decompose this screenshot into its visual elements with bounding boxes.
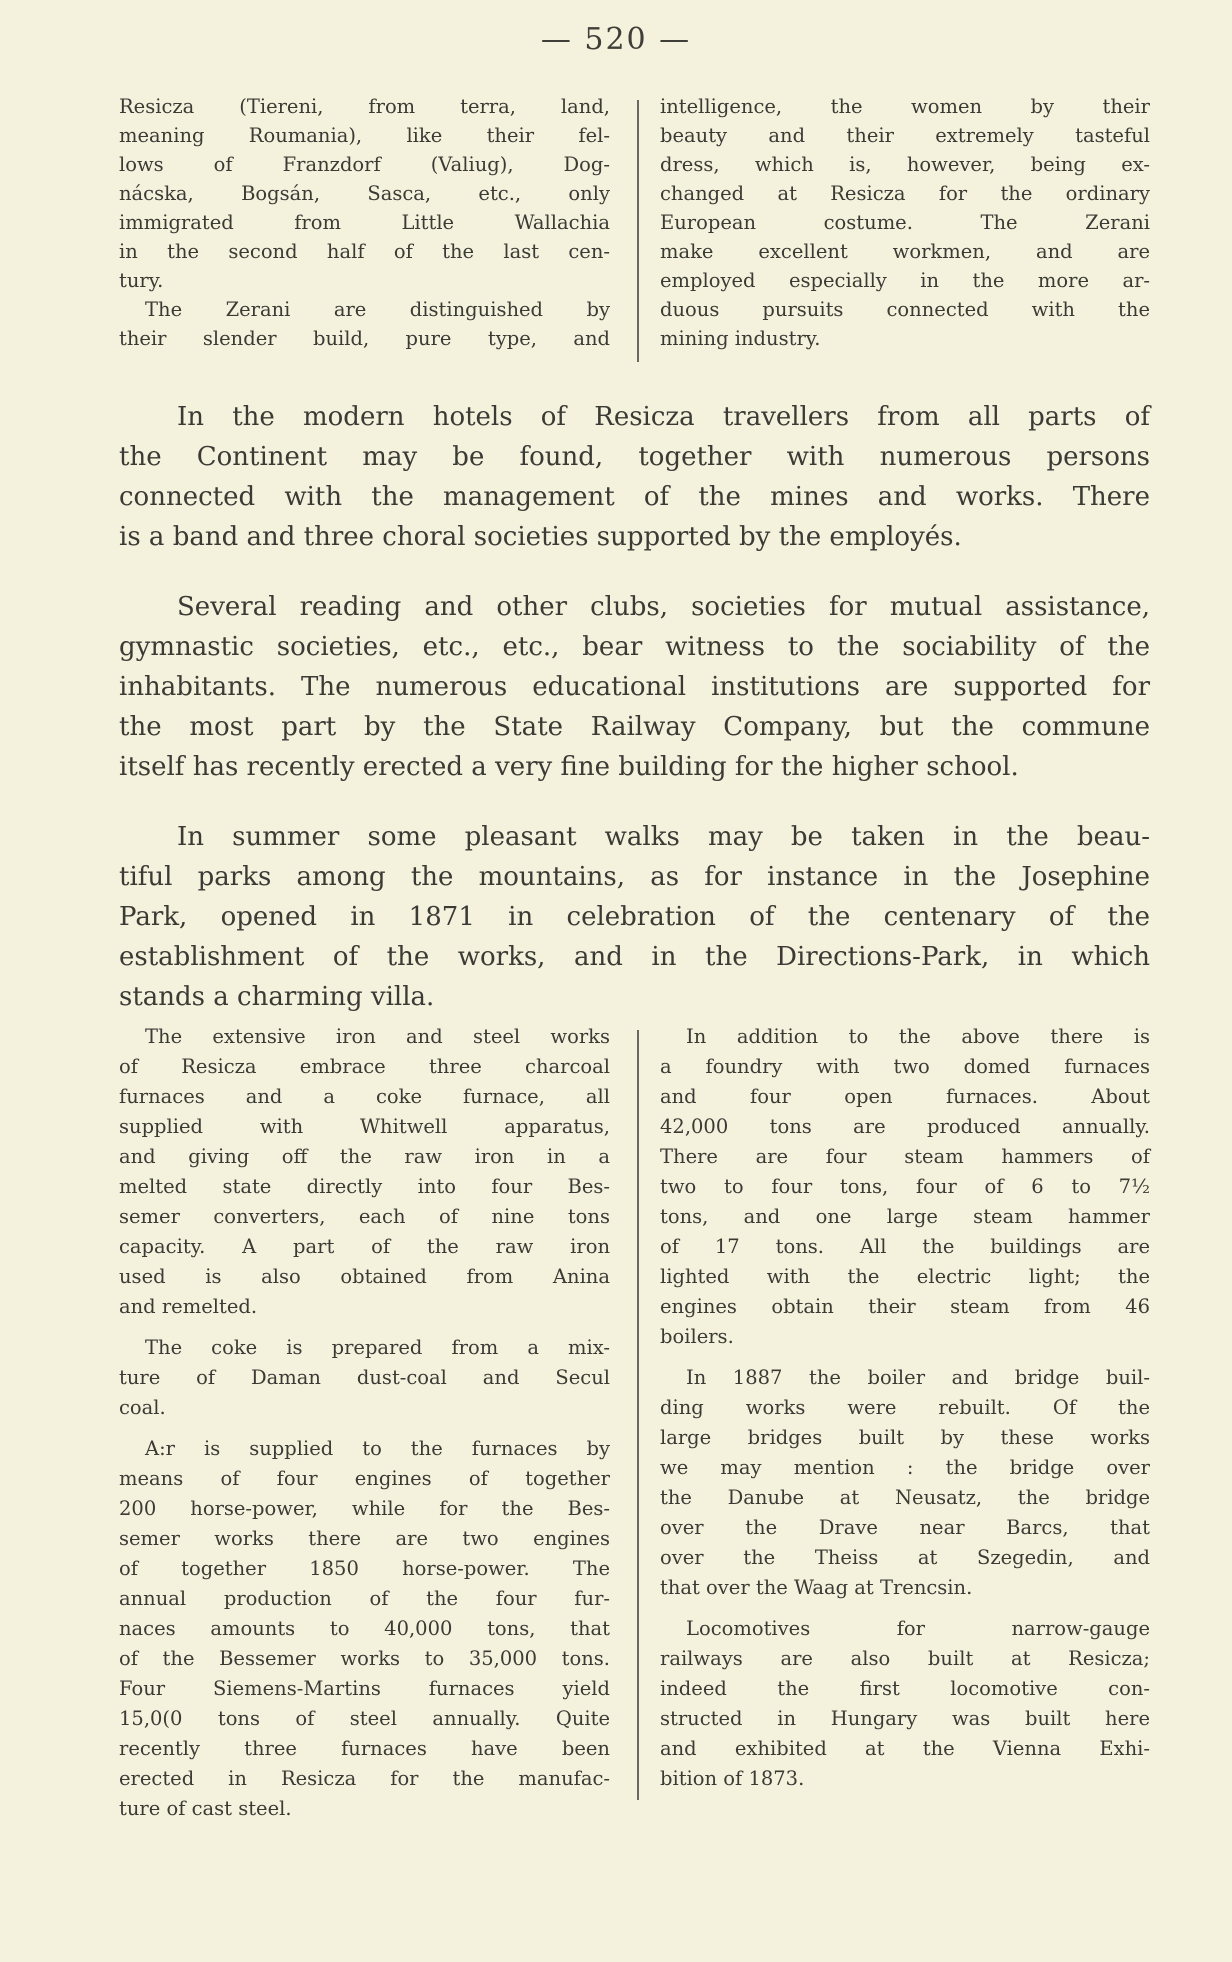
text-line: two to four tons, four of 6 to 7½ <box>660 1175 1150 1198</box>
text-line: semer converters, each of nine tons <box>119 1205 610 1228</box>
text-line: coal. <box>119 1396 166 1419</box>
paragraph <box>119 587 1150 787</box>
text-line: Locomotives for narrow-gauge <box>686 1617 1150 1640</box>
text-line: In the modern hotels of Resicza travellers from all parts of <box>177 402 1150 432</box>
text-line: the Continent may be found, together with numerous persons <box>119 442 1150 472</box>
text-line: used is also obtained from Anina <box>119 1265 610 1288</box>
text-line: 200 horse-power, while for the Bes- <box>119 1497 610 1520</box>
text-line: Several reading and other clubs, societies for mutual assistance, <box>177 592 1150 622</box>
top-right-column <box>660 92 1150 353</box>
text-line: Resicza (Tiereni, from terra, land, <box>119 95 610 118</box>
text-line: establishment of the works, and in the Directions-Park, in which <box>119 942 1150 972</box>
text-line: intelligence, the women by their <box>660 95 1150 118</box>
column-divider-bottom <box>637 1030 639 1800</box>
text-line: over the Theiss at Szegedin, and <box>660 1546 1150 1569</box>
text-line: large bridges built by these works <box>660 1426 1150 1449</box>
text-line: connected with the management of the mines and works. There <box>119 482 1150 512</box>
text-line: The coke is prepared from a mix- <box>145 1336 610 1359</box>
column-divider-top <box>637 100 639 362</box>
paragraph <box>119 817 1150 1017</box>
text-line: of the Bessemer works to 35,000 tons. <box>119 1647 610 1670</box>
text-line: bition of 1873. <box>660 1767 805 1790</box>
text-line: ture of cast steel. <box>119 1797 292 1820</box>
text-line: of Resicza embrace three charcoal <box>119 1055 610 1078</box>
text-line: mining industry. <box>660 327 821 350</box>
text-line: and giving off the raw iron in a <box>119 1145 610 1168</box>
text-line: ture of Daman dust-coal and Secul <box>119 1366 610 1389</box>
text-line: in the second half of the last cen- <box>119 240 610 263</box>
text-line: we may mention : the bridge over <box>660 1456 1150 1479</box>
text-line: gymnastic societies, etc., etc., bear witness to the sociability of the <box>119 632 1150 662</box>
text-line: changed at Resicza for the ordinary <box>660 182 1150 205</box>
paragraph <box>119 1434 610 1824</box>
text-line: 42,000 tons are produced annually. <box>660 1115 1150 1138</box>
text-line: In 1887 the boiler and bridge buil- <box>686 1366 1150 1389</box>
page-number: — 520 — <box>540 22 692 57</box>
text-line: naces amounts to 40,000 tons, that <box>119 1617 610 1640</box>
top-left-column <box>119 92 610 353</box>
text-line: 15,0(0 tons of steel annually. Quite <box>119 1707 610 1730</box>
text-line: inhabitants. The numerous educational institutions are supported for <box>119 672 1150 702</box>
text-line: boilers. <box>660 1325 734 1348</box>
text-line: and four open furnaces. About <box>660 1085 1150 1108</box>
bottom-right-column <box>660 1022 1150 1805</box>
text-line: nácska, Bogsán, Sasca, etc., only <box>119 182 610 205</box>
text-line: tury. <box>119 269 164 292</box>
text-line: supplied with Whitwell apparatus, <box>119 1115 610 1138</box>
paragraph <box>660 1363 1150 1603</box>
text-line: There are four steam hammers of <box>660 1145 1150 1168</box>
text-line: semer works there are two engines <box>119 1527 610 1550</box>
text-line: duous pursuits connected with the <box>660 298 1150 321</box>
text-line: lighted with the electric light; the <box>660 1265 1150 1288</box>
text-line: itself has recently erected a very fine building for the higher school. <box>119 752 1019 782</box>
text-line: immigrated from Little Wallachia <box>119 211 610 234</box>
paragraph <box>660 92 1150 353</box>
text-line: and remelted. <box>119 1295 258 1318</box>
text-line: over the Drave near Barcs, that <box>660 1516 1150 1539</box>
text-line: In addition to the above there is <box>686 1025 1150 1048</box>
text-line: that over the Waag at Trencsin. <box>660 1576 973 1599</box>
paragraph <box>660 1022 1150 1352</box>
text-line: The extensive iron and steel works <box>145 1025 610 1048</box>
text-line: the Danube at Neusatz, the bridge <box>660 1486 1150 1509</box>
text-line: The Zerani are distinguished by <box>145 298 610 321</box>
text-line: the most part by the State Railway Company, but the commune <box>119 712 1150 742</box>
text-line: railways are also built at Resicza; <box>660 1647 1150 1670</box>
text-line: indeed the first locomotive con- <box>660 1677 1150 1700</box>
paragraph <box>119 92 610 295</box>
text-line: European costume. The Zerani <box>660 211 1150 234</box>
text-line: tons, and one large steam hammer <box>660 1205 1150 1228</box>
text-line: A:r is supplied to the furnaces by <box>145 1437 610 1460</box>
text-line: of 17 tons. All the buildings are <box>660 1235 1150 1258</box>
text-line: their slender build, pure type, and <box>119 327 610 350</box>
text-line: tiful parks among the mountains, as for instance in the Josephine <box>119 862 1150 892</box>
text-line: capacity. A part of the raw iron <box>119 1235 610 1258</box>
text-line: lows of Franzdorf (Valiug), Dog- <box>119 153 610 176</box>
bottom-left-column <box>119 1022 610 1835</box>
text-line: ding works were rebuilt. Of the <box>660 1396 1150 1419</box>
text-line: recently three furnaces have been <box>119 1737 610 1760</box>
paragraph <box>119 1333 610 1423</box>
text-line: erected in Resicza for the manufac- <box>119 1767 610 1790</box>
text-line: structed in Hungary was built here <box>660 1707 1150 1730</box>
text-line: furnaces and a coke furnace, all <box>119 1085 610 1108</box>
paragraph <box>119 397 1150 557</box>
paragraph <box>119 1022 610 1322</box>
text-line: a foundry with two domed furnaces <box>660 1055 1150 1078</box>
text-line: beauty and their extremely tasteful <box>660 124 1150 147</box>
text-line: make excellent workmen, and are <box>660 240 1150 263</box>
text-line: meaning Roumania), like their fel- <box>119 124 610 147</box>
main-text <box>119 397 1150 1047</box>
paragraph <box>119 295 610 353</box>
text-line: dress, which is, however, being ex- <box>660 153 1150 176</box>
text-line: Park, opened in 1871 in celebration of the centenary of the <box>119 902 1150 932</box>
text-line: annual production of the four fur- <box>119 1587 610 1610</box>
paragraph <box>660 1614 1150 1794</box>
text-line: Four Siemens-Martins furnaces yield <box>119 1677 610 1700</box>
text-line: means of four engines of together <box>119 1467 610 1490</box>
text-line: In summer some pleasant walks may be taken in the beau- <box>177 822 1150 852</box>
text-line: of together 1850 horse-power. The <box>119 1557 610 1580</box>
text-line: engines obtain their steam from 46 <box>660 1295 1150 1318</box>
text-line: stands a charming villa. <box>119 982 435 1012</box>
text-line: employed especially in the more ar- <box>660 269 1150 292</box>
text-line: and exhibited at the Vienna Exhi- <box>660 1737 1150 1760</box>
text-line: melted state directly into four Bes- <box>119 1175 610 1198</box>
text-line: is a band and three choral societies supported by the employés. <box>119 522 962 552</box>
